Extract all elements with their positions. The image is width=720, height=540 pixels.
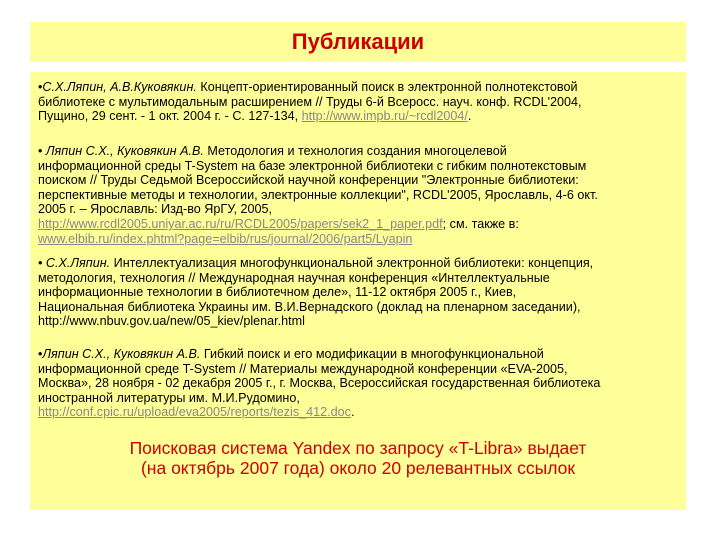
summary-line: Поисковая система Yandex по запросу «T-Libra» выдает — [129, 438, 587, 458]
entry-text: Москва», 28 ноября - 02 декабря 2005 г., г. Москва, Всероссийская государственная библиотека — [38, 376, 601, 391]
entry-text: информационной среде T-System // Материалы международной конференции «EVA-2005, — [38, 361, 568, 376]
entry-authors: • С.Х.Ляпин. — [38, 256, 111, 270]
entry-line — [38, 347, 674, 362]
entry-line — [38, 232, 674, 247]
entry-line — [38, 188, 674, 203]
entry-text: . — [350, 405, 355, 420]
entry-line — [38, 362, 674, 377]
entry-authors: Ляпин С.Х., Куковякин А.В. — [42, 347, 201, 361]
entry-line — [38, 271, 674, 286]
entry-text: иностранной литературы им. М.И.Рудомино, — [38, 390, 300, 405]
entry-text: библиотеке с мультимодальным расширением // Труды 6-й Всеросс. науч. конф. RCDL'2004, — [38, 94, 582, 109]
entry-text: . — [467, 109, 472, 124]
page-title: Публикации — [291, 29, 425, 54]
entry-line — [38, 202, 674, 217]
yandex-summary — [30, 438, 686, 478]
entry-text: перспективные методы и технологии, электронные коллекции", RCDL'2005, Ярославль, 4-6 окт. — [38, 187, 598, 202]
entry-text: Гибкий поиск и его модификации в многофункциональной — [200, 347, 544, 361]
publication-link[interactable]: www.elbib.ru/index.phtml?page=elbib/rus/journal/2006/part5/Lyapin — [38, 231, 413, 246]
entry-line — [38, 159, 674, 174]
entry-line — [38, 217, 674, 232]
entry-text: 2005 г. – Ярославль: Изд-во ЯрГУ, 2005, — [38, 202, 273, 217]
entry-line — [38, 391, 674, 406]
entry-text: поиском // Труды Седьмой Всероссийской научной конференции "Электронные библиотеки: — [38, 173, 579, 188]
publication-entry-4 — [38, 347, 674, 420]
publication-entry-1 — [38, 80, 674, 124]
entry-text: ; см. также в: — [442, 216, 519, 231]
entry-text: Интеллектуализация многофункциональной электронной библиотеки: концепция, — [110, 256, 594, 270]
entry-line — [38, 285, 674, 300]
entry-line — [38, 256, 674, 271]
entry-line — [38, 376, 674, 391]
title-banner — [30, 22, 686, 62]
entry-authors: Ляпин С.Х., Куковякин А.В. — [42, 144, 204, 158]
publication-link[interactable]: http://conf.cpic.ru/upload/eva2005/reports/tezis_412.doc — [38, 405, 351, 420]
publications-panel — [30, 72, 686, 510]
entry-text: информационные технологии в библиотечном деле», 11-12 октября 2005 г., Киев, — [38, 285, 517, 300]
entry-line — [38, 173, 674, 188]
publication-link[interactable]: http://www.rcdl2005.uniyar.ac.ru/ru/RCDL2005/papers/sek2_1_paper.pdf — [38, 216, 443, 231]
entry-text: Концепт-ориентированный поиск в электронной полнотекстовой — [196, 80, 578, 94]
entry-text: методология, технология // Международная научная конференция «Интеллектуальные — [38, 270, 550, 285]
entry-text: Национальная библиотека Украины им. В.И.Вернадского (доклад на пленарном заседании), — [38, 299, 581, 314]
entry-text: информационной среды T-System на базе электронной библиотеки с гибким полнотекстовым — [38, 158, 587, 173]
bullet: • — [38, 144, 43, 158]
publication-link[interactable]: http://www.impb.ru/~rcdl2004/ — [301, 109, 468, 124]
entry-line — [38, 405, 674, 420]
bullet: • — [38, 347, 43, 361]
entry-url-text: http://www.nbuv.gov.ua/new/05_kiev/plenar.html — [38, 314, 305, 329]
entry-authors: С.Х.Ляпин, А.В.Куковякин. — [42, 80, 197, 94]
summary-line: (на октябрь 2007 года) около 20 релевантных ссылок — [140, 458, 575, 478]
publication-entry-2 — [38, 144, 674, 246]
entry-line — [38, 80, 674, 95]
entry-line — [38, 95, 674, 110]
publication-entry-3 — [38, 256, 674, 329]
entry-text: Методология и технология создания многоцелевой — [203, 144, 507, 158]
entry-line — [38, 300, 674, 315]
entry-line — [38, 144, 674, 159]
entry-text: Пущино, 29 сент. - 1 окт. 2004 г. - С. 127-134, — [38, 109, 302, 124]
entry-line — [38, 109, 674, 124]
entry-line — [38, 314, 674, 329]
bullet: • — [38, 80, 43, 94]
